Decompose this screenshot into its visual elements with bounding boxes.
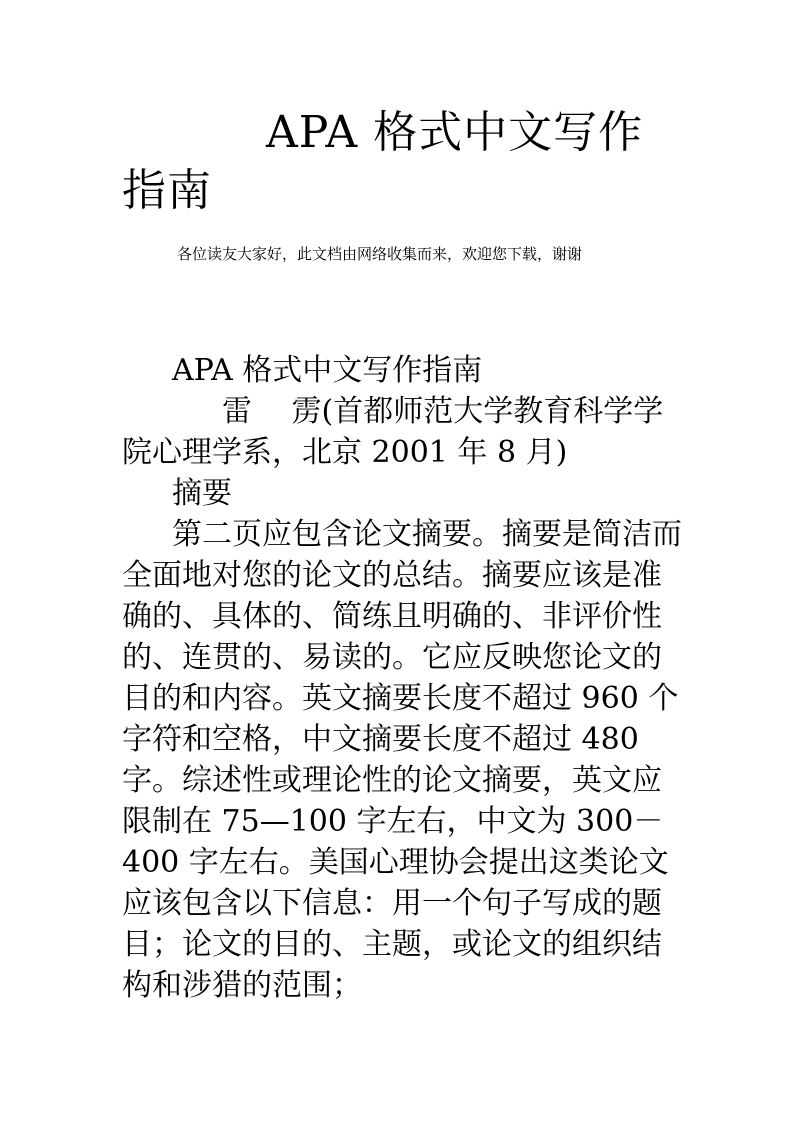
author-affiliation: (首都师范大学教育科学学院心理学系，北京 2001 年 8 月) [122,394,664,470]
document-title: APA 格式中文写作指南 [122,107,644,216]
abstract-body: 第二页应包含论文摘要。摘要是简洁而全面地对您的论文的总结。摘要应该是准确的、具体的、简练且明确的、非评价性的、连贯的、易读的。它应反映您论文的目的和内容。英文摘要长度不超过 960 个字符和空格，中文摘要长度不超过 480 字。综述性或理论性的论文摘要，英文应限制在 75—100 字左右，中文为 300－400 字左右。美国心理协会提出这类论文应该包含以下信息：用一个句子写成的题目；论文的目的、主题，或论文的组织结构和涉猎的范围； [122,517,682,1003]
abstract-heading: 摘要 [172,476,232,511]
download-notice: 各位读友大家好，此文档由网络收集而来，欢迎您下载，谢谢 [177,245,583,263]
section-heading: APA 格式中文写作指南 [172,353,483,388]
author-line [122,391,687,473]
author-name: 雷 雳 [222,394,322,429]
